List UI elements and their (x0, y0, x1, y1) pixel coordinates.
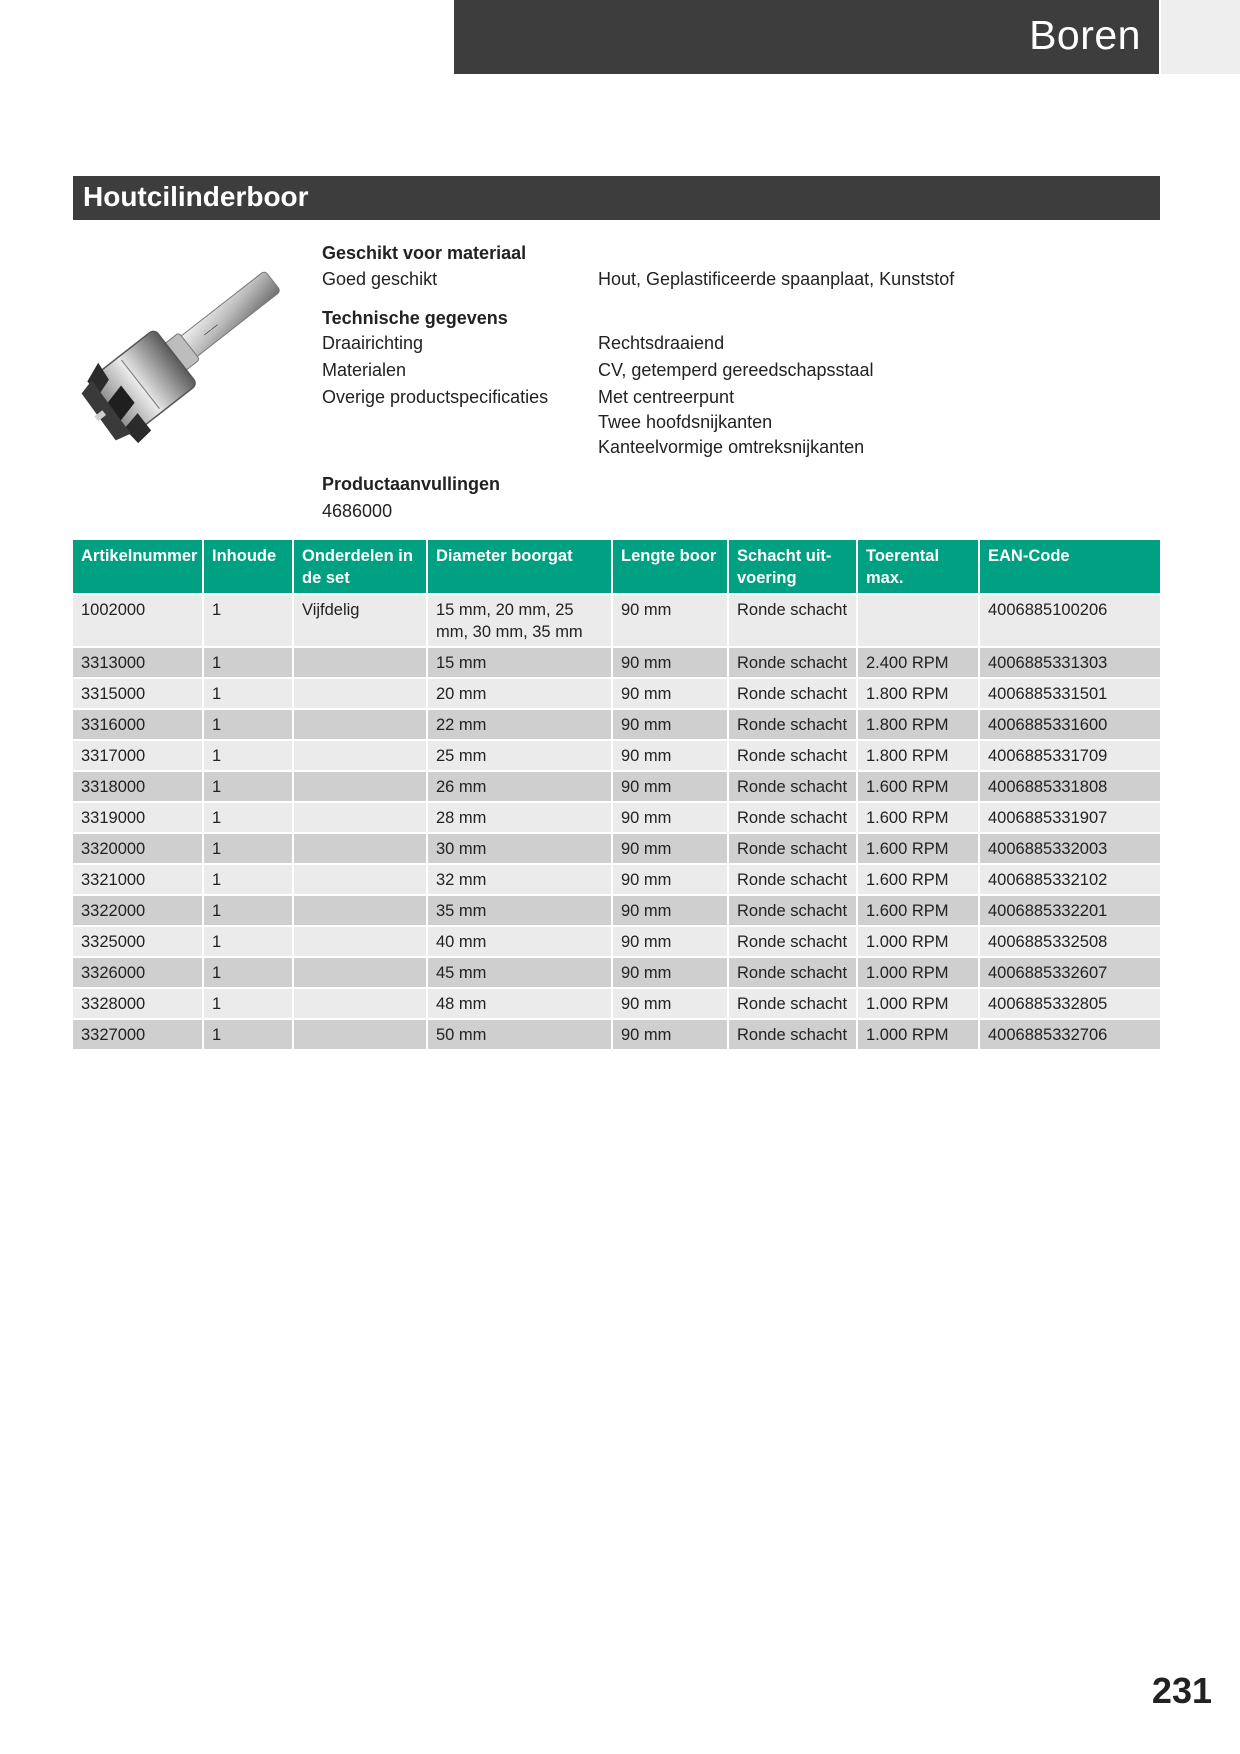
column-header-set-parts: Onderdelen in de set (293, 540, 427, 594)
bit-length-cell: 90 mm (612, 833, 728, 864)
bit-length-cell: 90 mm (612, 594, 728, 647)
max-speed-cell: 1.800 RPM (857, 709, 979, 740)
contents-cell: 1 (203, 709, 293, 740)
max-speed-cell: 1.000 RPM (857, 988, 979, 1019)
hole-diameter-cell: 28 mm (427, 802, 612, 833)
column-header-shank-type: Schacht uit-voering (728, 540, 857, 594)
set-parts-cell (293, 709, 427, 740)
contents-cell: 1 (203, 740, 293, 771)
article-number-cell: 3328000 (73, 988, 203, 1019)
table-row (73, 957, 1160, 988)
max-speed-cell (857, 594, 979, 647)
material-label: Goed geschikt (322, 269, 438, 289)
hole-diameter-cell: 40 mm (427, 926, 612, 957)
hole-diameter-cell: 20 mm (427, 678, 612, 709)
contents-cell: 1 (203, 594, 293, 647)
shank-type-cell: Ronde schacht (728, 594, 857, 647)
article-number-cell: 3321000 (73, 864, 203, 895)
rotation-label: Draairichting (322, 333, 424, 353)
section-title: Houtcilinderboor (83, 181, 309, 212)
article-number-cell: 3322000 (73, 895, 203, 926)
materials-label: Materialen (322, 360, 407, 380)
table-row (73, 988, 1160, 1019)
ean-code-cell: 4006885331501 (979, 678, 1160, 709)
hole-diameter-cell: 48 mm (427, 988, 612, 1019)
column-header-bit-length: Lengte boor (612, 540, 728, 594)
ean-code-cell: 4006885332508 (979, 926, 1160, 957)
ean-code-cell: 4006885331303 (979, 647, 1160, 678)
category-tab (1161, 0, 1240, 74)
shank-type-cell: Ronde schacht (728, 802, 857, 833)
column-header-article-number: Artikelnummer (73, 540, 203, 594)
set-parts-cell (293, 926, 427, 957)
contents-cell: 1 (203, 802, 293, 833)
table-row (73, 594, 1160, 647)
max-speed-cell: 1.600 RPM (857, 771, 979, 802)
table-row (73, 647, 1160, 678)
bit-length-cell: 90 mm (612, 802, 728, 833)
product-table (73, 540, 1160, 1049)
article-number-cell: 3315000 (73, 678, 203, 709)
contents-cell: 1 (203, 864, 293, 895)
article-number-cell: 1002000 (73, 594, 203, 647)
set-parts-cell (293, 833, 427, 864)
other-spec-value-1: Met centreerpunt (598, 387, 735, 407)
max-speed-cell: 1.800 RPM (857, 740, 979, 771)
max-speed-cell: 1.600 RPM (857, 833, 979, 864)
contents-cell: 1 (203, 833, 293, 864)
article-number-cell: 3313000 (73, 647, 203, 678)
max-speed-cell: 1.600 RPM (857, 802, 979, 833)
other-spec-value-3: Kanteelvormige omtreksnijkanten (598, 437, 865, 457)
ean-code-cell: 4006885332805 (979, 988, 1160, 1019)
technical-heading: Technische gegevens (322, 308, 508, 328)
ean-code-cell: 4006885331600 (979, 709, 1160, 740)
bit-length-cell: 90 mm (612, 926, 728, 957)
rotation-value: Rechtsdraaiend (598, 333, 725, 353)
table-row (73, 771, 1160, 802)
max-speed-cell: 1.800 RPM (857, 678, 979, 709)
shank-type-cell: Ronde schacht (728, 864, 857, 895)
article-number-cell: 3319000 (73, 802, 203, 833)
hole-diameter-cell: 45 mm (427, 957, 612, 988)
hole-diameter-cell: 35 mm (427, 895, 612, 926)
set-parts-cell (293, 647, 427, 678)
table-row (73, 864, 1160, 895)
section-header (73, 176, 1160, 220)
ean-code-cell: 4006885332003 (979, 833, 1160, 864)
set-parts-cell (293, 957, 427, 988)
bit-length-cell: 90 mm (612, 709, 728, 740)
bit-length-cell: 90 mm (612, 647, 728, 678)
shank-type-cell: Ronde schacht (728, 709, 857, 740)
table-row (73, 678, 1160, 709)
category-title: Boren (1029, 12, 1141, 58)
contents-cell: 1 (203, 771, 293, 802)
shank-type-cell: Ronde schacht (728, 988, 857, 1019)
table-row (73, 1019, 1160, 1049)
other-spec-value-2: Twee hoofdsnijkanten (598, 412, 773, 432)
article-number-cell: 3325000 (73, 926, 203, 957)
article-number-cell: 3320000 (73, 833, 203, 864)
material-heading: Geschikt voor materiaal (322, 243, 527, 263)
material-value: Hout, Geplastificeerde spaanplaat, Kunststof (598, 269, 955, 289)
article-number-cell: 3327000 (73, 1019, 203, 1049)
max-speed-cell: 1.000 RPM (857, 957, 979, 988)
contents-cell: 1 (203, 895, 293, 926)
table-row (73, 709, 1160, 740)
category-header-bar (454, 0, 1159, 74)
ean-code-cell: 4006885332201 (979, 895, 1160, 926)
bit-length-cell: 90 mm (612, 771, 728, 802)
hole-diameter-cell: 22 mm (427, 709, 612, 740)
article-number-cell: 3326000 (73, 957, 203, 988)
hole-diameter-cell: 15 mm, 20 mm, 25 mm, 30 mm, 35 mm (427, 594, 612, 647)
shank-type-cell: Ronde schacht (728, 771, 857, 802)
max-speed-cell: 1.600 RPM (857, 895, 979, 926)
accessories-value: 4686000 (322, 501, 393, 521)
bit-length-cell: 90 mm (612, 988, 728, 1019)
table-row (73, 926, 1160, 957)
max-speed-cell: 1.600 RPM (857, 864, 979, 895)
hole-diameter-cell: 32 mm (427, 864, 612, 895)
contents-cell: 1 (203, 957, 293, 988)
bit-length-cell: 90 mm (612, 678, 728, 709)
ean-code-cell: 4006885332706 (979, 1019, 1160, 1049)
table-row (73, 740, 1160, 771)
table-header-row (73, 540, 1160, 594)
set-parts-cell (293, 1019, 427, 1049)
shank-type-cell: Ronde schacht (728, 647, 857, 678)
shank-type-cell: Ronde schacht (728, 740, 857, 771)
set-parts-cell (293, 864, 427, 895)
column-header-max-speed: Toerental max. (857, 540, 979, 594)
table-row (73, 895, 1160, 926)
contents-cell: 1 (203, 926, 293, 957)
accessories-heading: Productaanvullingen (322, 474, 501, 494)
set-parts-cell (293, 771, 427, 802)
bit-length-cell: 90 mm (612, 864, 728, 895)
set-parts-cell: Vijfdelig (293, 594, 427, 647)
forstner-bit-image (70, 235, 300, 470)
set-parts-cell (293, 678, 427, 709)
ean-code-cell: 4006885331709 (979, 740, 1160, 771)
ean-code-cell: 4006885100206 (979, 594, 1160, 647)
max-speed-cell: 2.400 RPM (857, 647, 979, 678)
shank-type-cell: Ronde schacht (728, 678, 857, 709)
shank-type-cell: Ronde schacht (728, 926, 857, 957)
shank-type-cell: Ronde schacht (728, 957, 857, 988)
other-spec-label: Overige productspecificaties (322, 387, 549, 407)
ean-code-cell: 4006885332102 (979, 864, 1160, 895)
shank-type-cell: Ronde schacht (728, 833, 857, 864)
page-number: 231 (1151, 1670, 1212, 1711)
set-parts-cell (293, 740, 427, 771)
ean-code-cell: 4006885332607 (979, 957, 1160, 988)
ean-code-cell: 4006885331907 (979, 802, 1160, 833)
shank-type-cell: Ronde schacht (728, 1019, 857, 1049)
table-row (73, 833, 1160, 864)
hole-diameter-cell: 15 mm (427, 647, 612, 678)
bit-length-cell: 90 mm (612, 895, 728, 926)
contents-cell: 1 (203, 678, 293, 709)
set-parts-cell (293, 895, 427, 926)
hole-diameter-cell: 30 mm (427, 833, 612, 864)
article-number-cell: 3318000 (73, 771, 203, 802)
hole-diameter-cell: 26 mm (427, 771, 612, 802)
hole-diameter-cell: 25 mm (427, 740, 612, 771)
column-header-hole-diameter: Diameter boorgat (427, 540, 612, 594)
max-speed-cell: 1.000 RPM (857, 1019, 979, 1049)
shank-type-cell: Ronde schacht (728, 895, 857, 926)
column-header-contents: Inhoude (203, 540, 293, 594)
materials-value: CV, getemperd gereedschapsstaal (598, 360, 874, 380)
contents-cell: 1 (203, 647, 293, 678)
ean-code-cell: 4006885331808 (979, 771, 1160, 802)
column-header-ean-code: EAN-Code (979, 540, 1160, 594)
bit-length-cell: 90 mm (612, 957, 728, 988)
table-row (73, 802, 1160, 833)
contents-cell: 1 (203, 988, 293, 1019)
bit-length-cell: 90 mm (612, 1019, 728, 1049)
article-number-cell: 3317000 (73, 740, 203, 771)
bit-length-cell: 90 mm (612, 740, 728, 771)
article-number-cell: 3316000 (73, 709, 203, 740)
svg-text:——: —— (201, 320, 222, 340)
set-parts-cell (293, 988, 427, 1019)
contents-cell: 1 (203, 1019, 293, 1049)
set-parts-cell (293, 802, 427, 833)
hole-diameter-cell: 50 mm (427, 1019, 612, 1049)
max-speed-cell: 1.000 RPM (857, 926, 979, 957)
